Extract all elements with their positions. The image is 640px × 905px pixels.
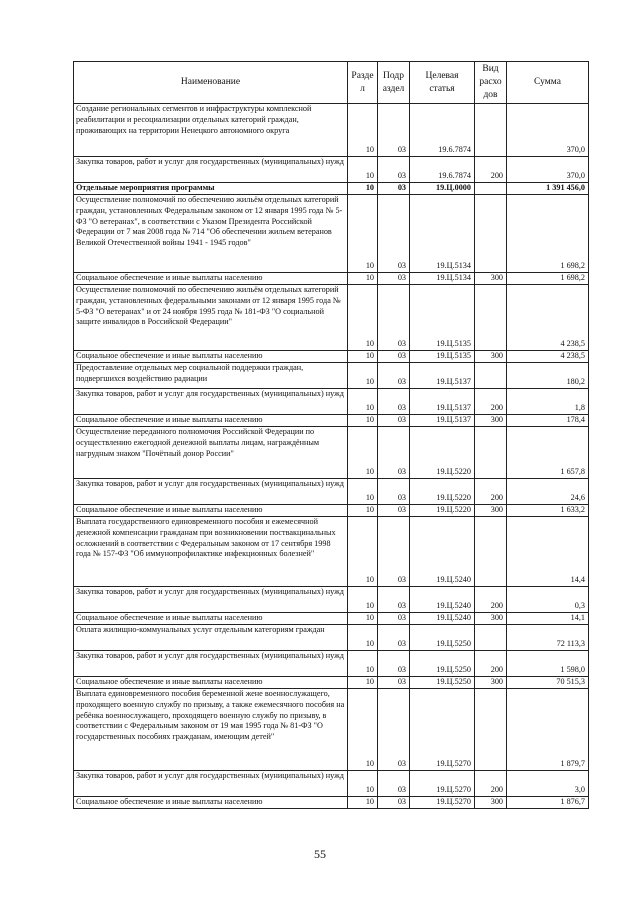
- cell-section: 10: [348, 677, 378, 689]
- cell-target: 19.Ц.5220: [410, 479, 475, 505]
- table-row: [74, 587, 589, 613]
- cell-target: 19.Ц.5240: [410, 517, 475, 587]
- table-header-row: [74, 62, 589, 104]
- header-subsection: Подр аздел: [378, 62, 410, 104]
- cell-kind: 300: [475, 505, 507, 517]
- cell-kind: [475, 517, 507, 587]
- cell-kind: 300: [475, 677, 507, 689]
- cell-target: 19.Ц.5250: [410, 625, 475, 651]
- cell-target: 19.Ц.5240: [410, 613, 475, 625]
- cell-subsection: 03: [378, 351, 410, 363]
- cell-kind: 300: [475, 797, 507, 809]
- cell-subsection: 03: [378, 689, 410, 771]
- cell-section: 10: [348, 104, 378, 157]
- cell-subsection: 03: [378, 613, 410, 625]
- table-row: [74, 183, 589, 195]
- cell-name: Социальное обеспечение и иные выплаты населению: [74, 797, 348, 809]
- cell-kind: 200: [475, 479, 507, 505]
- header-kind: Вид расхо дов: [475, 62, 507, 104]
- cell-subsection: 03: [378, 273, 410, 285]
- cell-section: 10: [348, 689, 378, 771]
- cell-section: 10: [348, 625, 378, 651]
- cell-kind: [475, 363, 507, 389]
- cell-sum: 1 598,0: [507, 651, 589, 677]
- cell-name: Социальное обеспечение и иные выплаты населению: [74, 613, 348, 625]
- cell-sum: 180,2: [507, 363, 589, 389]
- cell-section: 10: [348, 285, 378, 351]
- cell-target: 19.6.7874: [410, 104, 475, 157]
- cell-name: Закупка товаров, работ и услуг для государственных (муниципальных) нужд: [74, 157, 348, 183]
- cell-section: 10: [348, 517, 378, 587]
- table-row: [74, 625, 589, 651]
- header-target: Целевая статья: [410, 62, 475, 104]
- cell-name: Отдельные мероприятия программы: [74, 183, 348, 195]
- cell-name: Закупка товаров, работ и услуг для государственных (муниципальных) нужд: [74, 587, 348, 613]
- cell-section: 10: [348, 389, 378, 415]
- cell-kind: [475, 625, 507, 651]
- table-row: [74, 677, 589, 689]
- cell-name: Социальное обеспечение и иные выплаты населению: [74, 677, 348, 689]
- cell-section: 10: [348, 651, 378, 677]
- cell-target: 19.Ц.5137: [410, 415, 475, 427]
- cell-name: Оплата жилищно-коммунальных услуг отдельным категориям граждан: [74, 625, 348, 651]
- table-row: [74, 797, 589, 809]
- cell-sum: 14,1: [507, 613, 589, 625]
- cell-sum: 1 879,7: [507, 689, 589, 771]
- cell-subsection: 03: [378, 157, 410, 183]
- header-name: Наименование: [74, 62, 348, 104]
- table-row: [74, 363, 589, 389]
- cell-name: Осуществление переданного полномочия Российской Федерации по осуществлению ежегодной денежной выплаты лицам, награждённым нагрудным знаком "Почётный донор России": [74, 427, 348, 479]
- cell-kind: [475, 183, 507, 195]
- cell-subsection: 03: [378, 587, 410, 613]
- cell-name: Социальное обеспечение и иные выплаты населению: [74, 351, 348, 363]
- cell-subsection: 03: [378, 104, 410, 157]
- cell-sum: 1 391 456,0: [507, 183, 589, 195]
- cell-name: Выплата единовременного пособия беременной жене военнослужащего, проходящего военную службу по призыву, а также ежемесячного пособия на ребёнка военнослужащего, проходящего военную службу по призыву, в соответствии с Федеральным законом от 19 мая 1995 года № 81-ФЗ "О государственных пособиях гражданам, имеющим детей": [74, 689, 348, 771]
- cell-subsection: 03: [378, 625, 410, 651]
- cell-kind: 300: [475, 273, 507, 285]
- cell-section: 10: [348, 505, 378, 517]
- table-row: [74, 479, 589, 505]
- cell-subsection: 03: [378, 479, 410, 505]
- table-row: [74, 157, 589, 183]
- cell-subsection: 03: [378, 415, 410, 427]
- cell-sum: 24,6: [507, 479, 589, 505]
- cell-section: 10: [348, 771, 378, 797]
- cell-kind: 200: [475, 389, 507, 415]
- cell-name: Выплата государственного единовременного пособия и ежемесячной денежной компенсации гражданам при возникновении поствакцинальных осложнений в соответствии с Федеральным законом от 17 сентября 1998 года № 157-ФЗ "Об иммунопрофилактике инфекционных болезней": [74, 517, 348, 587]
- table-row: [74, 195, 589, 273]
- table-row: [74, 427, 589, 479]
- cell-target: 19.6.7874: [410, 157, 475, 183]
- cell-kind: [475, 195, 507, 273]
- cell-target: 19.Ц.5240: [410, 587, 475, 613]
- cell-subsection: 03: [378, 677, 410, 689]
- table-row: [74, 389, 589, 415]
- cell-section: 10: [348, 157, 378, 183]
- cell-sum: 4 238,5: [507, 285, 589, 351]
- cell-section: 10: [348, 363, 378, 389]
- cell-subsection: 03: [378, 427, 410, 479]
- cell-kind: [475, 689, 507, 771]
- cell-subsection: 03: [378, 195, 410, 273]
- cell-sum: 178,4: [507, 415, 589, 427]
- cell-name: Предоставление отдельных мер социальной поддержки граждан, подвергшихся воздействию радиации: [74, 363, 348, 389]
- table-row: [74, 651, 589, 677]
- cell-target: 19.Ц.5134: [410, 273, 475, 285]
- cell-kind: 200: [475, 651, 507, 677]
- cell-name: Социальное обеспечение и иные выплаты населению: [74, 415, 348, 427]
- cell-target: 19.Ц.5220: [410, 505, 475, 517]
- cell-section: 10: [348, 351, 378, 363]
- cell-target: 19.Ц.5134: [410, 195, 475, 273]
- table-row: [74, 613, 589, 625]
- cell-sum: 72 113,3: [507, 625, 589, 651]
- cell-name: Создание региональных сегментов и инфраструктуры комплексной реабилитации и ресоциализации отдельных категорий граждан, проживающих на территории Ненецкого автономного округа: [74, 104, 348, 157]
- cell-sum: 14,4: [507, 517, 589, 587]
- cell-name: Социальное обеспечение и иные выплаты населению: [74, 273, 348, 285]
- cell-kind: 200: [475, 771, 507, 797]
- budget-table: [73, 61, 589, 809]
- cell-sum: 0,3: [507, 587, 589, 613]
- table-row: [74, 104, 589, 157]
- cell-target: 19.Ц.5250: [410, 677, 475, 689]
- table-body: [74, 104, 589, 809]
- cell-subsection: 03: [378, 183, 410, 195]
- table-row: [74, 351, 589, 363]
- table-row: [74, 285, 589, 351]
- cell-sum: 1,8: [507, 389, 589, 415]
- table-row: [74, 415, 589, 427]
- cell-sum: 3,0: [507, 771, 589, 797]
- cell-section: 10: [348, 797, 378, 809]
- cell-target: 19.Ц.5137: [410, 363, 475, 389]
- cell-subsection: 03: [378, 363, 410, 389]
- table-row: [74, 771, 589, 797]
- cell-sum: 370,0: [507, 104, 589, 157]
- table-row: [74, 273, 589, 285]
- cell-target: 19.Ц.5270: [410, 771, 475, 797]
- cell-subsection: 03: [378, 797, 410, 809]
- cell-kind: [475, 427, 507, 479]
- cell-subsection: 03: [378, 517, 410, 587]
- cell-kind: 200: [475, 587, 507, 613]
- cell-section: 10: [348, 479, 378, 505]
- cell-subsection: 03: [378, 651, 410, 677]
- table-row: [74, 517, 589, 587]
- table-row: [74, 689, 589, 771]
- cell-target: 19.Ц.5270: [410, 689, 475, 771]
- cell-target: 19.Ц.5270: [410, 797, 475, 809]
- cell-section: 10: [348, 415, 378, 427]
- header-section: Разде л: [348, 62, 378, 104]
- cell-subsection: 03: [378, 771, 410, 797]
- cell-name: Закупка товаров, работ и услуг для государственных (муниципальных) нужд: [74, 479, 348, 505]
- cell-name: Закупка товаров, работ и услуг для государственных (муниципальных) нужд: [74, 771, 348, 797]
- cell-section: 10: [348, 427, 378, 479]
- page-number: 55: [314, 847, 326, 861]
- table-row: [74, 505, 589, 517]
- cell-section: 10: [348, 613, 378, 625]
- cell-sum: 370,0: [507, 157, 589, 183]
- cell-name: Социальное обеспечение и иные выплаты населению: [74, 505, 348, 517]
- cell-kind: 300: [475, 613, 507, 625]
- cell-name: Закупка товаров, работ и услуг для государственных (муниципальных) нужд: [74, 389, 348, 415]
- cell-sum: 1 876,7: [507, 797, 589, 809]
- cell-section: 10: [348, 273, 378, 285]
- cell-sum: 1 698,2: [507, 195, 589, 273]
- cell-kind: [475, 104, 507, 157]
- cell-name: Осуществление полномочий по обеспечению жильём отдельных категорий граждан, установленных Федеральным законом от 12 января 1995 года № 5-ФЗ "О ветеранах", в соответствии с Указом Президента Российской Федерации от 7 мая 2008 года № 714 "Об обеспечении жильем ветеранов Великой Отечественной войны 1941 - 1945 годов": [74, 195, 348, 273]
- cell-target: 19.Ц.5137: [410, 389, 475, 415]
- header-sum: Сумма: [507, 62, 589, 104]
- cell-kind: [475, 285, 507, 351]
- cell-kind: 200: [475, 157, 507, 183]
- cell-sum: 1 633,2: [507, 505, 589, 517]
- cell-name: Закупка товаров, работ и услуг для государственных (муниципальных) нужд: [74, 651, 348, 677]
- cell-kind: 300: [475, 415, 507, 427]
- cell-target: 19.Ц.5135: [410, 285, 475, 351]
- cell-sum: 1 657,8: [507, 427, 589, 479]
- cell-subsection: 03: [378, 285, 410, 351]
- cell-sum: 4 238,5: [507, 351, 589, 363]
- cell-section: 10: [348, 587, 378, 613]
- cell-name: Осуществление полномочий по обеспечению жильём отдельных категорий граждан, установленных федеральными законами от 12 января 1995 года № 5-ФЗ "О ветеранах" и от 24 ноября 1995 года № 181-ФЗ "О социальной защите инвалидов в Российской Федерации": [74, 285, 348, 351]
- cell-sum: 1 698,2: [507, 273, 589, 285]
- cell-target: 19.Ц.5220: [410, 427, 475, 479]
- cell-subsection: 03: [378, 505, 410, 517]
- cell-sum: 70 515,3: [507, 677, 589, 689]
- cell-subsection: 03: [378, 389, 410, 415]
- cell-target: 19.Ц.5250: [410, 651, 475, 677]
- cell-kind: 300: [475, 351, 507, 363]
- cell-section: 10: [348, 195, 378, 273]
- cell-target: 19.Ц.5135: [410, 351, 475, 363]
- cell-target: 19.Ц.0000: [410, 183, 475, 195]
- cell-section: 10: [348, 183, 378, 195]
